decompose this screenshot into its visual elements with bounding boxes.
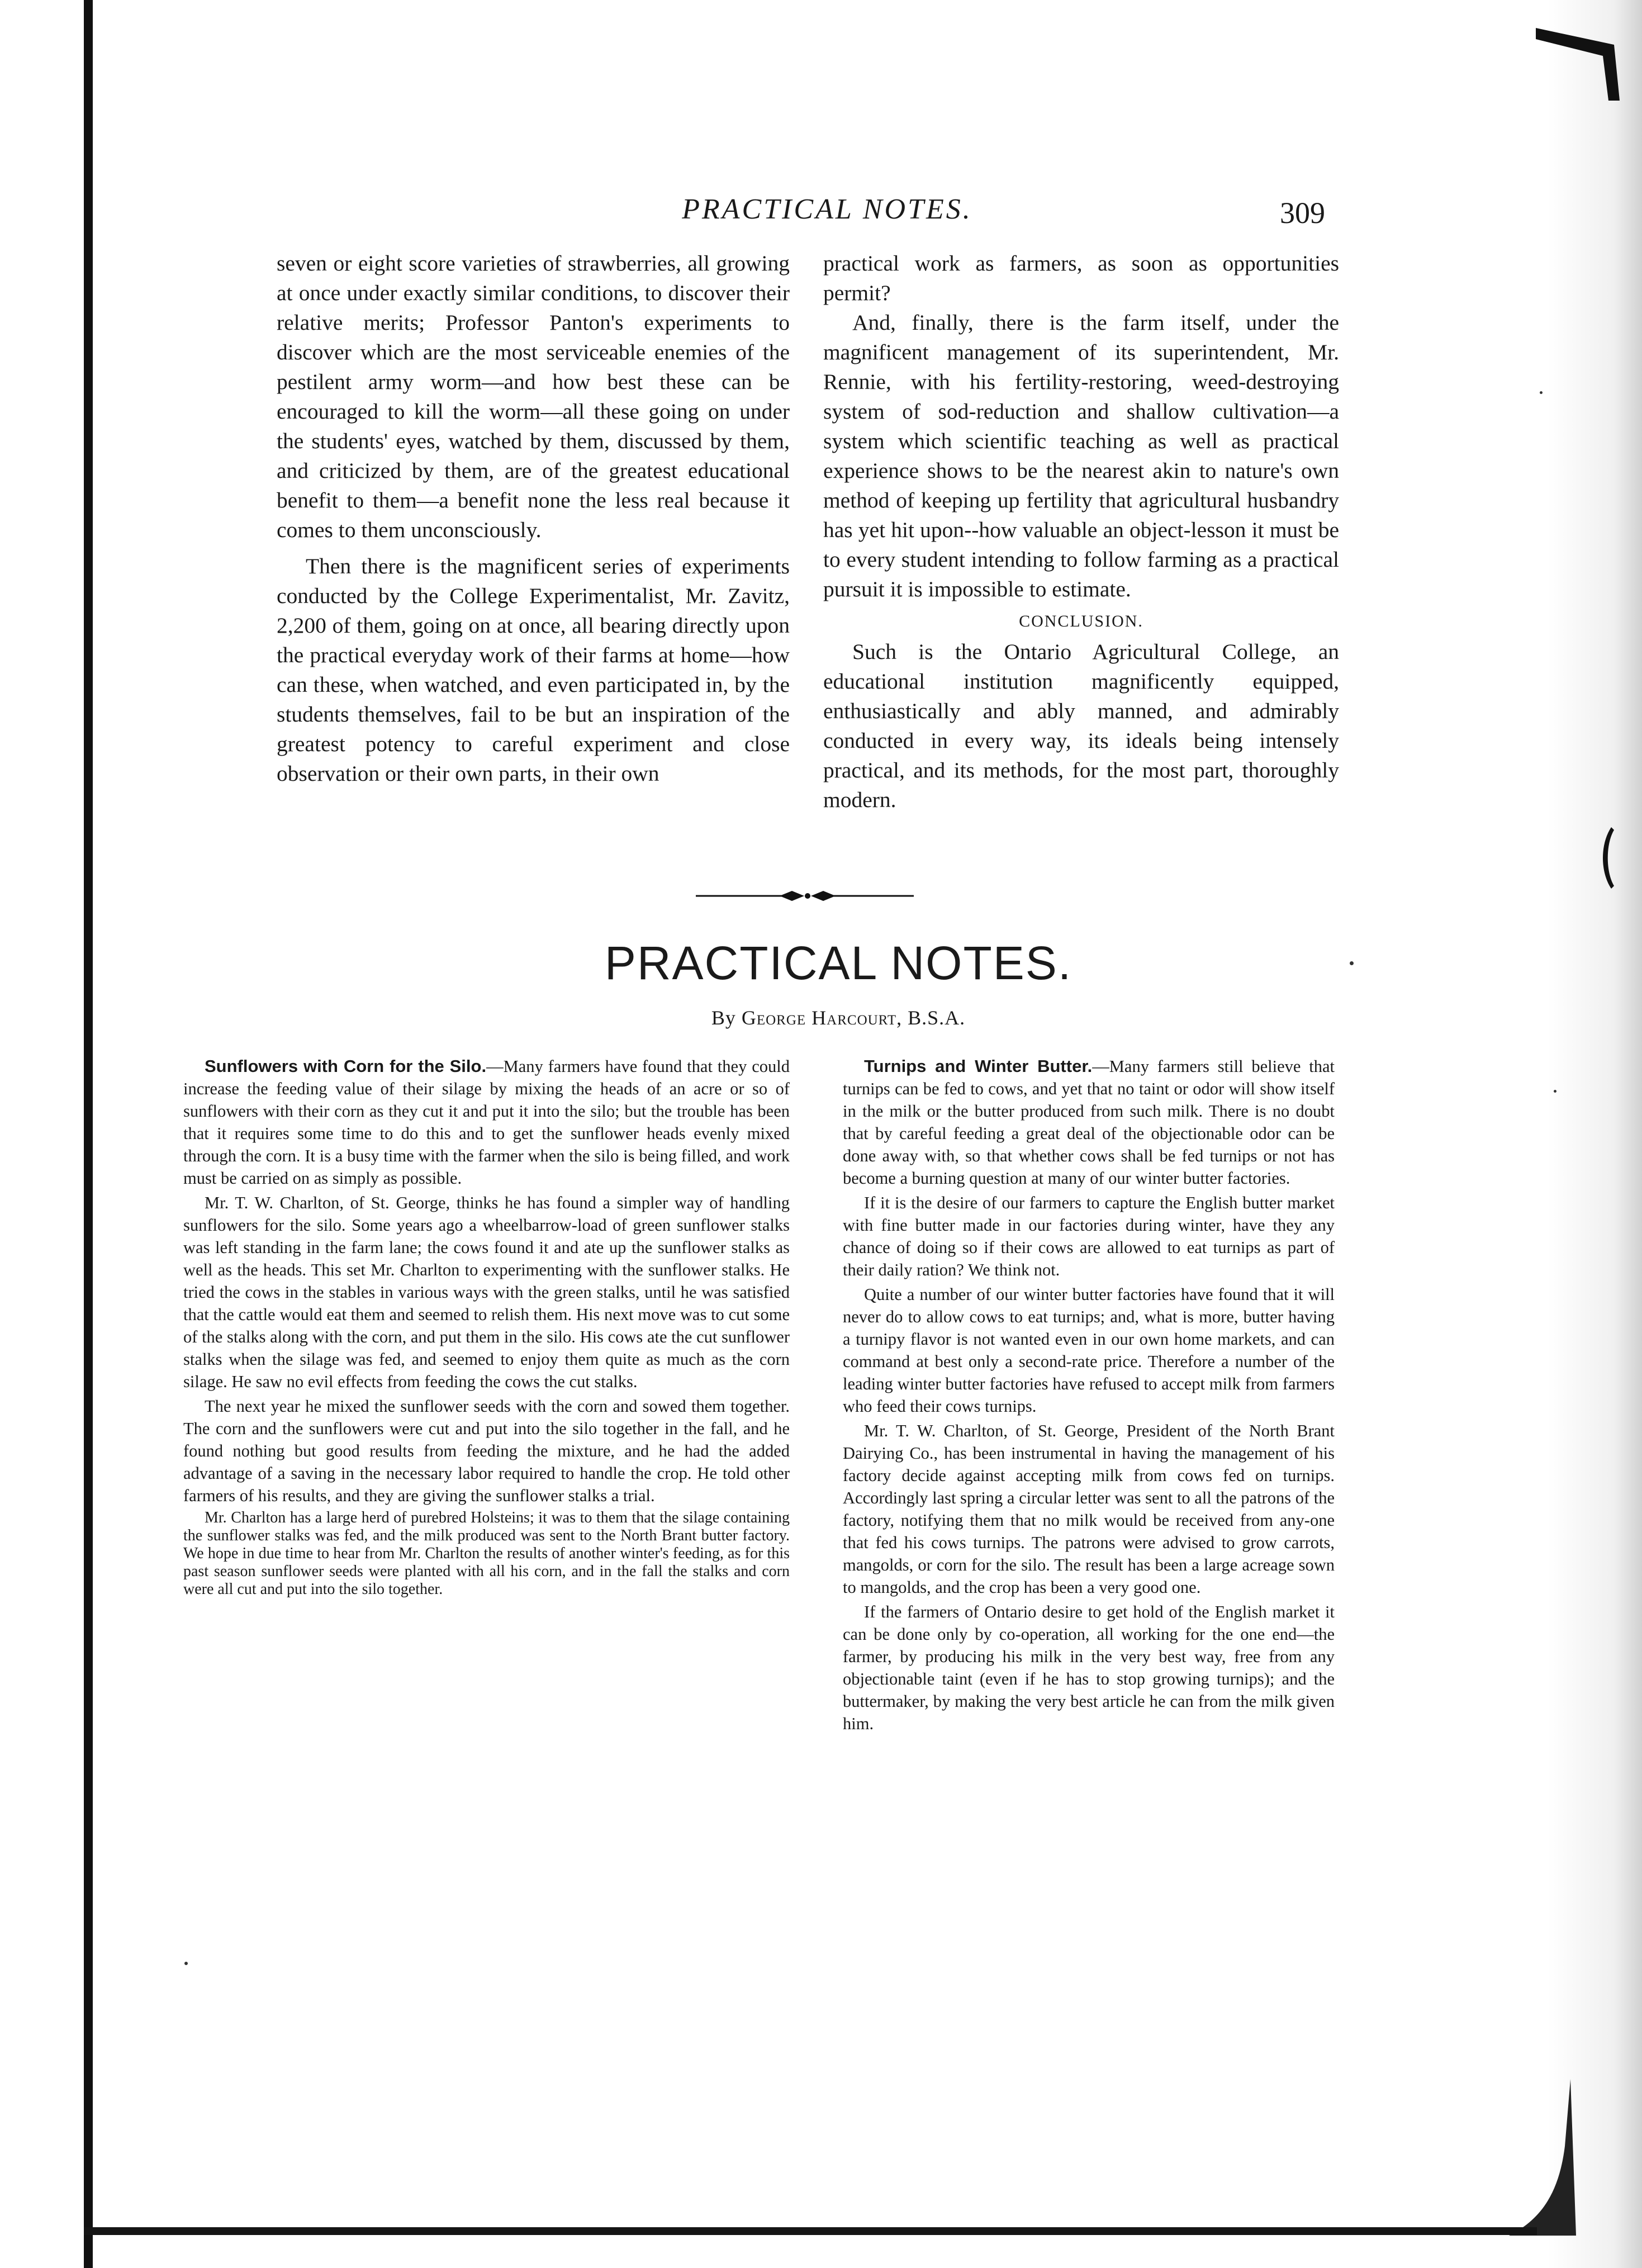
paragraph: Then there is the magnificent series of experiments conducted by the College Experimentalist, Mr. Zavitz, 2,200 of them, going on at once, all bearing directly upon the practical everyday work of their farms at home—how can these, when watched, and even participated in, by the students themselves, fail to be but an inspiration of the greatest potency to careful experiment and close observation or their own parts, in their own: [277, 554, 790, 786]
scan-speck: [184, 1962, 188, 1965]
article-right-column: [843, 1055, 1335, 1737]
article-left-column: [183, 1055, 790, 1601]
margin-mark: [1597, 827, 1614, 889]
running-head: PRACTICAL NOTES.: [682, 193, 972, 225]
byline-prefix: By: [711, 1007, 736, 1029]
scan-speck: [1540, 391, 1543, 394]
page-edge-shadow: [1547, 0, 1642, 2268]
run-in-heading: Turnips and Winter Butter.: [864, 1056, 1093, 1076]
paragraph: Such is the Ontario Agricultural College, an educational institution magnificently equipped, enthusiastically and ably manned, and admirably conducted in every way, its ideals being intensely practical, and its methods, for the most part, thoroughly modern.: [823, 639, 1339, 812]
byline-suffix: , B.S.A.: [896, 1007, 966, 1029]
bottom-edge-rule: [84, 2227, 1537, 2235]
paragraph: practical work as farmers, as soon as opportunities permit?: [823, 251, 1339, 305]
page-curl-mark: [1509, 2079, 1576, 2236]
paragraph: And, finally, there is the farm itself, under the magnificent management of its superintendent, Mr. Rennie, with his fertility-restoring, weed-destroying system of sod-reduction and shallow cultivation—a system which scientific teaching as well as practical experience shows to be the nearest akin to nature's own method of keeping up fertility that agricultural husbandry has yet hit upon--how valuable an object-lesson it must be to every student intending to follow farming as a practical pursuit it is impossible to estimate.: [823, 310, 1339, 601]
article-title: PRACTICAL NOTES.: [604, 937, 1072, 989]
paragraph: [183, 1055, 790, 1189]
paragraph: If it is the desire of our farmers to capture the English butter market with fine butter made in our factories during winter, have they any chance of doing so if their cows are allowed to eat turnips as part of their daily ration? We think not.: [843, 1193, 1335, 1279]
paragraph: [843, 1055, 1335, 1189]
paragraph-text: —Many farmers still believe that turnips can be fed to cows, and yet that no taint or odor will show itself in the milk or the butter produced from such milk. There is no doubt that by careful feeding a great deal of the objectionable odor can be done away with, so that whether cows shall be fed turnips or not has become a burning question at many of our winter butter factories.: [843, 1057, 1335, 1188]
binding-edge: [84, 0, 93, 2268]
paragraph: If the farmers of Ontario desire to get hold of the English market it can be done only by co-operation, all working for the one end—the farmer, by producing his milk in the very best way, free from any objectionable taint (even if he has to stop growing turnips); and the buttermaker, by making the very best article he can from the milk given him.: [843, 1602, 1335, 1733]
run-in-heading: Sunflowers with Corn for the Silo.: [205, 1056, 487, 1076]
byline-author: George Harcourt: [741, 1007, 897, 1029]
paragraph: seven or eight score varieties of strawberries, all growing at once under exactly similar conditions, to discover their relative merits; Professor Panton's experiments to discover which are the most serviceable enemies of the pestilent army worm—and how best these can be encouraged to kill the worm—all these going on under the students' eyes, watched by them, discussed by them, and criticized by them, are of the greatest educational benefit to them—a benefit none the less real because it comes to them unconsciously.: [277, 251, 790, 542]
page-number: 309: [1280, 196, 1325, 230]
paragraph: Mr. T. W. Charlton, of St. George, President of the North Brant Dairying Co., has been instrumental in having the management of his factory decide against accepting milk from cows fed on turnips. Accordingly last spring a circular letter was sent to all the patrons of the factory, notifying them that no milk would be received from any-one that fed his cows turnips. The patrons were advised to grow carrots, mangolds, or corn for the silo. The result has been a large acreage sown to mangolds, and the crop has been a very good one.: [843, 1421, 1335, 1597]
prev-article-left-column: [277, 249, 790, 789]
paragraph: Mr. T. W. Charlton, of St. George, thinks he has found a simpler way of handling sunflowers for the silo. Some years ago a wheelbarrow-load of green sunflower stalks was left standing in the farm lane; the cows found it and ate up the sunflower stalks as well as the heads. This set Mr. Charlton to experimenting with the sunflower stalks. He tried the cows in the stables in various ways with the green stalks, until he was satisfied that the cattle would eat them and seemed to relish them. His next move was to cut some of the stalks along with the corn, and put them in the silo. His cows ate the cut sunflower stalks when the silage was fed, and seemed to enjoy them quite as much as the corn silage. He saw no evil effects from feeding the cows the cut stalks.: [183, 1193, 790, 1391]
paragraph: Mr. Charlton has a large herd of purebred Holsteins; it was to them that the silage containing the sunflower stalks was fed, and the milk produced was sent to the North Brant butter factory. We hope in due time to hear from Mr. Charlton the results of another winter's feeding, as for this past season sunflower seeds were planted with all his corn, and in the fall the stalks and corn were all cut and put into the silo together.: [183, 1509, 790, 1598]
prev-article-right-column: [823, 249, 1339, 815]
paragraph-text: —Many farmers have found that they could increase the feeding value of their silage by mixing the heads of an acre or so of sunflowers with their corn as they cut it and put it into the silo; but the trouble has been that it requires some time to do this and to get the sunflower heads evenly mixed through the corn. It is a busy time with the farmer when the silo is being filled, and work must be carried on as simply as possible.: [183, 1057, 790, 1188]
paragraph: Quite a number of our winter butter factories have found that it will never do to allow cows to eat turnips; and, what is more, butter having a turnipy flavor is not wanted even in our own home markets, and can command at best only a second-rate price. Therefore a number of the leading winter butter factories have refused to accept milk from farmers who feed their cows turnips.: [843, 1285, 1335, 1416]
section-heading: CONCLUSION.: [1019, 612, 1143, 630]
paragraph: The next year he mixed the sunflower seeds with the corn and sowed them together. The corn and the sunflowers were cut and put into the silo together in the fall, and he found nothing but good results from feeding the mixture, and he had the added advantage of a saving in the necessary labor required to handle the crop. He told other farmers of his results, and they are giving the sunflower stalks a trial.: [183, 1397, 790, 1505]
scan-speck: [1350, 961, 1354, 965]
torn-corner-mark: [1536, 22, 1620, 101]
byline: [559, 1006, 1118, 1029]
ornamental-divider: [696, 889, 914, 903]
scan-speck: [1554, 1090, 1556, 1093]
